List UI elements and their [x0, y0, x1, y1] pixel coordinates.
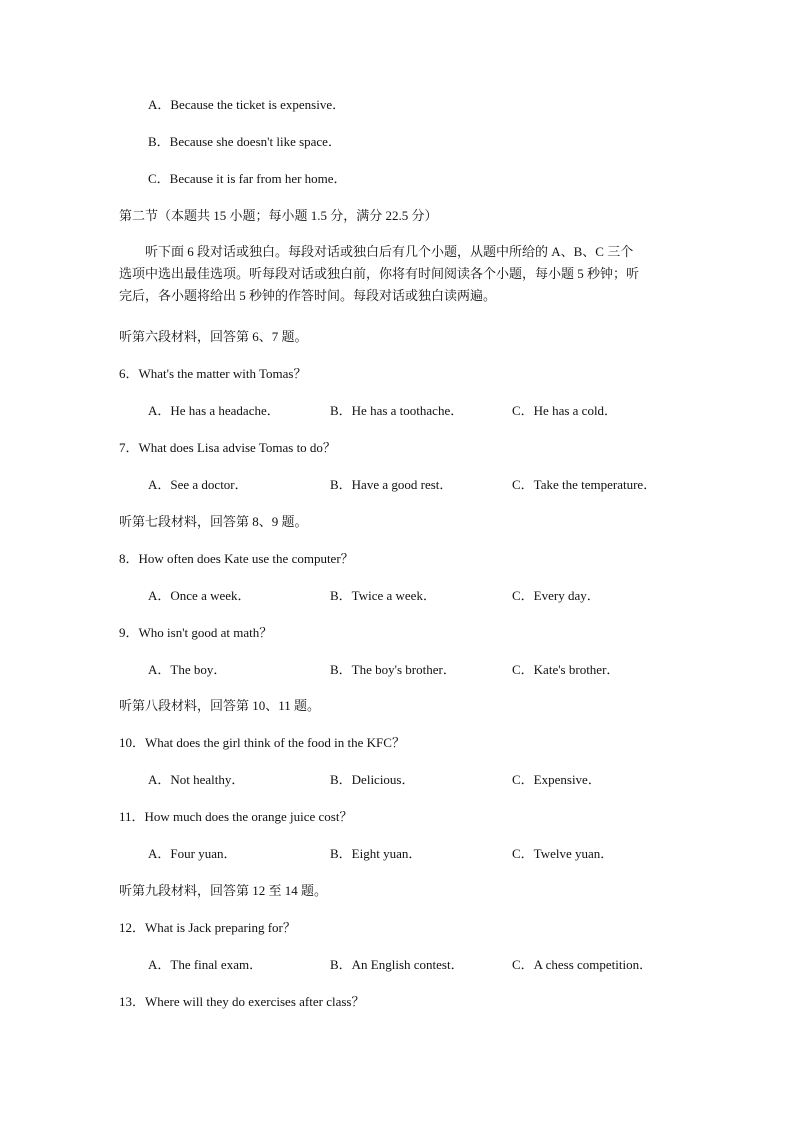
question-stem: 7．What does Lisa advise Tomas to do？	[119, 440, 336, 455]
option-c: C．A chess competition．	[512, 957, 653, 972]
option-c: C．Every day．	[512, 588, 600, 603]
instructions-line: 完后，各小题将给出 5 秒钟的作答时间。每段对话或独白读两遍。	[119, 288, 497, 303]
option-a: A．Because the ticket is expensive．	[148, 97, 346, 112]
option-c: C．Expensive．	[512, 772, 601, 787]
group-heading: 听第八段材料，回答第 10、11 题。	[119, 698, 321, 713]
question-stem: 10．What does the girl think of the food in the KFC？	[119, 735, 405, 750]
option-c: C．Take the temperature．	[512, 477, 657, 492]
option-a: A．He has a headache．	[148, 403, 280, 418]
section-instructions	[119, 241, 679, 307]
option-c: C．Because it is far from her home．	[148, 171, 347, 186]
option-c: C．Kate's brother．	[512, 662, 620, 677]
option-a: A．Not healthy．	[148, 772, 245, 787]
option-b: B．Delicious．	[330, 772, 415, 787]
option-a: A．Four yuan．	[148, 846, 237, 861]
instructions-line: 听下面 6 段对话或独白。每段对话或独白后有几个小题，从题中所给的 A、B、C 三个	[145, 244, 634, 259]
option-a: A．Once a week．	[148, 588, 251, 603]
instructions-line: 选项中选出最佳选项。听每段对话或独白前，你将有时间阅读各个小题，每小题 5 秒钟；听	[119, 266, 640, 281]
option-b: B．Have a good rest．	[330, 477, 453, 492]
question-stem: 6．What's the matter with Tomas？	[119, 366, 307, 381]
option-b: B．He has a toothache．	[330, 403, 464, 418]
section-title: 第二节（本题共 15 小题；每小题 1.5 分，满分 22.5 分）	[119, 208, 438, 223]
option-c: C．He has a cold．	[512, 403, 618, 418]
option-b: B．Twice a week．	[330, 588, 436, 603]
question-stem: 13．Where will they do exercises after class？	[119, 994, 365, 1009]
group-heading: 听第九段材料，回答第 12 至 14 题。	[119, 883, 328, 898]
option-b: B．Because she doesn't like space．	[148, 134, 341, 149]
group-heading: 听第七段材料，回答第 8、9 题。	[119, 514, 308, 529]
question-stem: 9．Who isn't good at math？	[119, 625, 273, 640]
option-a: A．See a doctor．	[148, 477, 248, 492]
question-stem: 12．What is Jack preparing for？	[119, 920, 296, 935]
option-c: C．Twelve yuan．	[512, 846, 614, 861]
option-a: A．The boy．	[148, 662, 227, 677]
option-b: B．An English contest．	[330, 957, 464, 972]
option-a: A．The final exam．	[148, 957, 263, 972]
question-stem: 8．How often does Kate use the computer？	[119, 551, 354, 566]
group-heading: 听第六段材料，回答第 6、7 题。	[119, 329, 308, 344]
option-b: B．The boy's brother．	[330, 662, 456, 677]
option-b: B．Eight yuan．	[330, 846, 422, 861]
question-stem: 11．How much does the orange juice cost？	[119, 809, 353, 824]
